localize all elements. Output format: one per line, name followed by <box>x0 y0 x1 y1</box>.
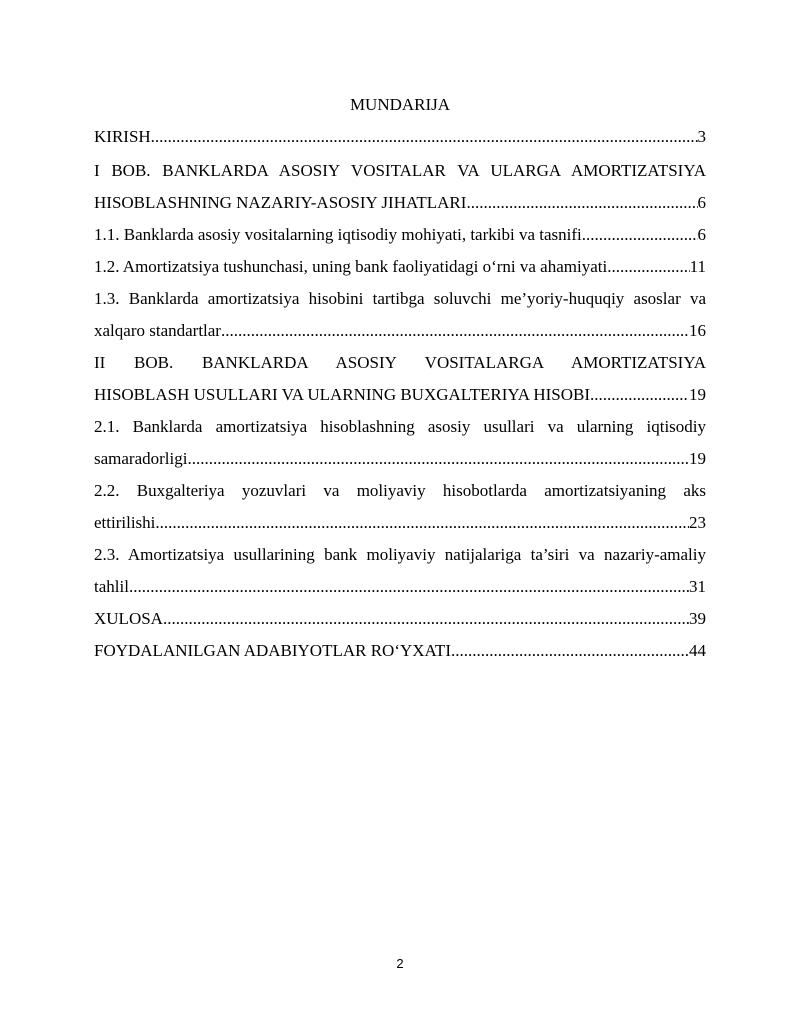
page-number: 2 <box>396 956 404 971</box>
toc-entry-text: KIRISH <box>94 127 151 146</box>
toc-leader-dots <box>151 124 698 150</box>
toc-title: MUNDARIJA <box>349 95 451 114</box>
toc-section-2-3-line-2 <box>94 574 706 600</box>
toc-entry-xulosa <box>94 606 706 632</box>
toc-chapter-1-line-2 <box>94 190 706 216</box>
toc-page-number: 16 <box>689 321 706 340</box>
toc-entry-text: xalqaro standartlar <box>94 321 221 340</box>
toc-entry-text: FOYDALANILGAN ADABIYOTLAR RO‘YXATI <box>94 641 451 660</box>
toc-leader-dots <box>590 382 689 408</box>
toc-leader-dots <box>607 254 689 280</box>
toc-page-number: 19 <box>689 385 706 404</box>
toc-entry-text: 1.2. Amortizatsiya tushunchasi, uning bank faoliyatidagi o‘rni va ahamiyati <box>94 257 608 276</box>
toc-section-1-3-line-1: 1.3. Banklarda amortizatsiya hisobini tartibga soluvchi me’yoriy-huquqiy asoslar va <box>94 289 706 308</box>
toc-leader-dots <box>163 606 689 632</box>
toc-section-2-1-line-1: 2.1. Banklarda amortizatsiya hisoblashning asosiy usullari va ularning iqtisodiy <box>94 417 706 436</box>
toc-page-number: 31 <box>689 577 706 596</box>
toc-page-number: 23 <box>689 513 706 532</box>
toc-section-2-2-line-1: 2.2. Buxgalteriya yozuvlari va moliyaviy hisobotlarda amortizatsiyaning aks <box>94 481 706 500</box>
toc-section-2-2-line-2 <box>94 510 706 536</box>
toc-leader-dots <box>221 318 689 344</box>
toc-page-number: 6 <box>697 225 706 244</box>
toc-entry-text: ettirilishi <box>94 513 156 532</box>
toc-entry-text: XULOSA <box>94 609 163 628</box>
toc-leader-dots <box>155 510 689 536</box>
toc-entry-text: 1.1. Banklarda asosiy vositalarning iqtisodiy mohiyati, tarkibi va tasnifi <box>94 225 582 244</box>
toc-entry-text: HISOBLASHNING NAZARIY-ASOSIY JIHATLARI <box>94 193 467 212</box>
toc-section-2-3-line-1: 2.3. Amortizatsiya usullarining bank moliyaviy natijalariga ta’siri va nazariy-amaliy <box>94 545 706 564</box>
toc-section-1-1 <box>94 222 706 248</box>
toc-leader-dots <box>466 190 697 216</box>
toc-page-number: 3 <box>697 127 706 146</box>
toc-entry-references <box>94 638 706 664</box>
toc-section-1-2 <box>94 254 706 280</box>
toc-entry-text: samaradorligi <box>94 449 188 468</box>
toc-chapter-1-line-1: I BOB. BANKLARDA ASOSIY VOSITALAR VA ULARGA AMORTIZATSIYA <box>94 161 706 180</box>
toc-page-number: 19 <box>689 449 706 468</box>
toc-leader-dots <box>451 638 689 664</box>
toc-page-number: 39 <box>689 609 706 628</box>
toc-leader-dots <box>129 574 689 600</box>
toc-entry-kirish <box>94 124 706 150</box>
toc-chapter-2-line-2 <box>94 382 706 408</box>
toc-section-1-3-line-2 <box>94 318 706 344</box>
toc-page-number: 44 <box>689 641 706 660</box>
toc-entry-text: HISOBLASH USULLARI VA ULARNING BUXGALTERIYA HISOBI <box>94 385 591 404</box>
toc-leader-dots <box>582 222 698 248</box>
toc-page-number: 11 <box>689 257 706 276</box>
toc-section-2-1-line-2 <box>94 446 706 472</box>
toc-entry-text: tahlil <box>94 577 129 596</box>
toc-chapter-2-line-1: II BOB. BANKLARDA ASOSIY VOSITALARGA AMORTIZATSIYA <box>94 353 706 372</box>
toc-leader-dots <box>187 446 689 472</box>
toc-page-number: 6 <box>697 193 706 212</box>
